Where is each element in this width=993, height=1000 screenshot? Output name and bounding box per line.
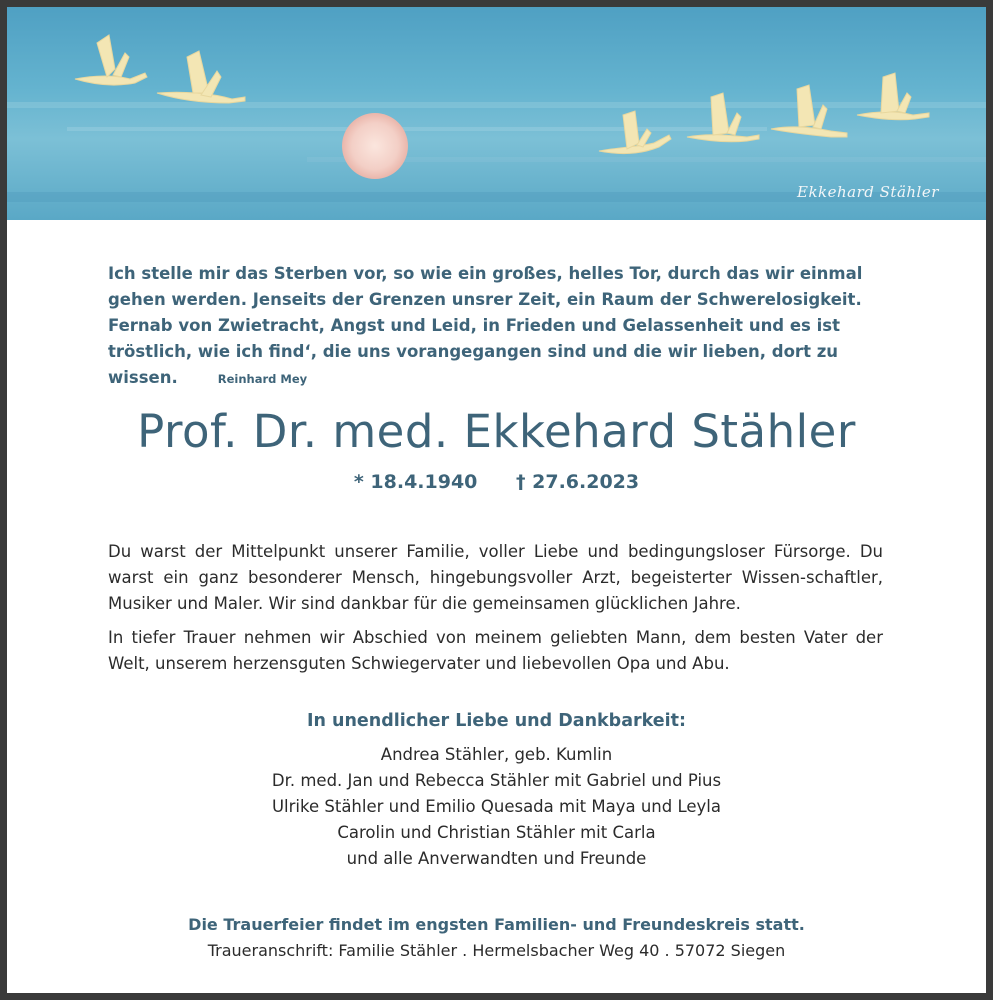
mourner-line: Ulrike Stähler und Emilio Quesada mit Maya und Leyla xyxy=(271,797,721,816)
swan-icon xyxy=(687,93,759,142)
swan-icon xyxy=(157,51,245,103)
paragraph: In tiefer Trauer nehmen wir Abschied von meinem geliebten Mann, dem besten Vater der Welt, unserem herzensguten Schwiegervater und liebevollen Opa und Abu. xyxy=(108,628,883,673)
deceased-name: Prof. Dr. med. Ekkehard Stähler xyxy=(137,405,856,458)
swan-icon xyxy=(75,35,147,85)
death-date: † 27.6.2023 xyxy=(516,471,640,493)
obituary-text xyxy=(108,539,883,685)
mourner-line: Andrea Stähler, geb. Kumlin xyxy=(380,745,613,764)
quote-author: Reinhard Mey xyxy=(217,372,308,386)
mourners-list xyxy=(7,742,986,872)
quote-block xyxy=(108,261,898,392)
sun-icon xyxy=(342,113,408,179)
quote-text: Ich stelle mir das Sterben vor, so wie ein großes, helles Tor, durch das wir einmal gehen werden. Jenseits der Grenzen unsrer Zeit, ein Raum der Schwerelosigkeit. Fernab von Zwietracht, Angst und Leid, in Frieden und Gelassenheit und es ist tröstlich, wie ich find‘, die uns vorangegangen sind und die wir lieben, dort zu wissen. xyxy=(108,264,863,387)
painting-signature: Ekkehard Stähler xyxy=(797,183,939,201)
mourner-line: Carolin und Christian Stähler mit Carla xyxy=(337,823,656,842)
swan-icon xyxy=(857,73,929,120)
mourning-address: Traueranschrift: Familie Stähler . Hermelsbacher Weg 40 . 57072 Siegen xyxy=(207,941,786,960)
swan-icon xyxy=(599,111,671,154)
mourner-line: und alle Anverwandten und Freunde xyxy=(346,849,647,868)
mourner-line: Dr. med. Jan und Rebecca Stähler mit Gabriel und Pius xyxy=(271,771,722,790)
painting-banner xyxy=(7,7,986,220)
swan-icon xyxy=(771,85,847,137)
life-dates xyxy=(7,471,986,493)
paragraph: Du warst der Mittelpunkt unserer Familie, voller Liebe und bedingungsloser Fürsorge. Du warst ein ganz besonderer Mensch, hingebungsvoller Arzt, begeisterter Wissen-schaftler, Musiker und Maler. Wir sind dankbar für die gemeinsamen glücklichen Jahre. xyxy=(108,542,883,613)
closing-heading: In unendlicher Liebe und Dankbarkeit: xyxy=(306,711,687,731)
obituary-card xyxy=(7,7,986,993)
funeral-note: Die Trauerfeier findet im engsten Familien- und Freundeskreis statt. xyxy=(188,915,805,934)
birth-date: * 18.4.1940 xyxy=(353,471,478,493)
